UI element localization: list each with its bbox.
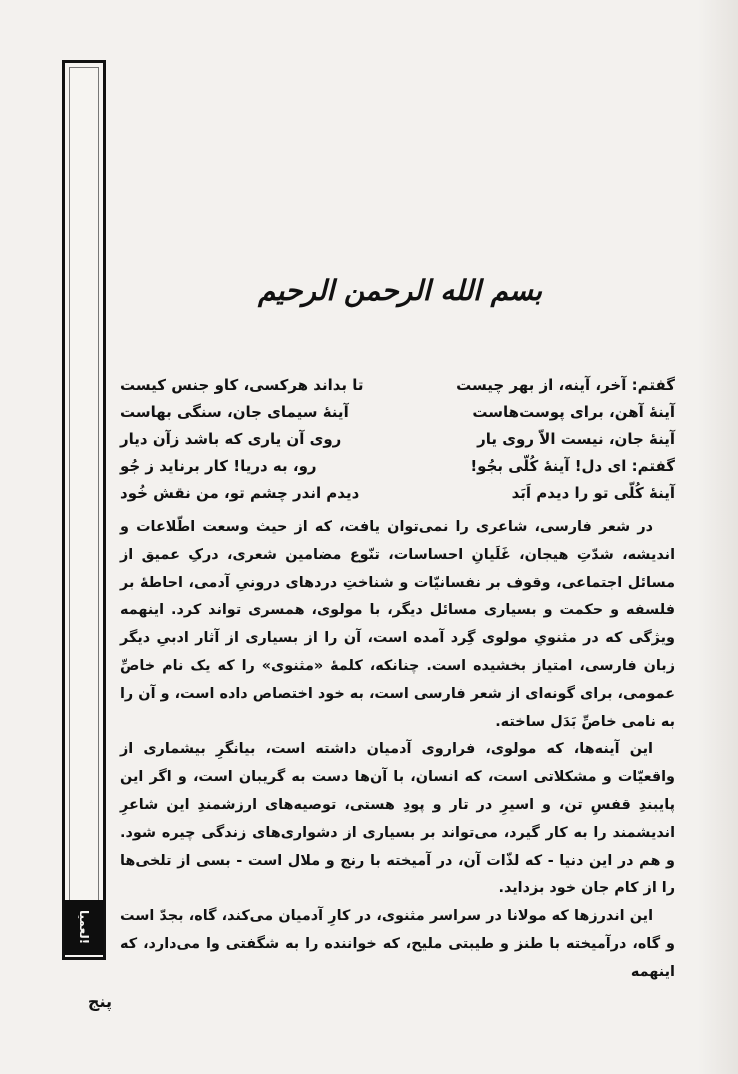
verse-left-hemistich: آینهٔ سیمای جان، سنگی بهاست (120, 403, 349, 421)
side-border-inner-line (69, 67, 99, 953)
page-number: پنج (87, 992, 112, 1011)
verse-block (120, 372, 675, 507)
verse-right-hemistich: آینهٔ جان، نیست الاّ روی یار (477, 430, 675, 448)
basmala-calligraphy: بسم الله الرحمن الرحیم (258, 273, 542, 307)
verse-row (120, 480, 675, 507)
side-ornament-label: لعمیا! (64, 900, 104, 955)
verse-left-hemistich: رو، به دریا! کار برناید ز جُو (120, 457, 317, 475)
prose-body (120, 514, 675, 987)
side-border-frame (62, 60, 106, 960)
verse-row (120, 399, 675, 426)
verse-right-hemistich: گفتم: آخر، آینه، از بهر چیست (456, 376, 675, 394)
prose-paragraph: این اندرزها که مولانا در سراسر مثنوی، در کارِ آدمیان می‌کند، گاه، بجدّ است و گاه، درآمیخته با طنز و طیبتی ملیح، که خواننده را به شگفتی وا می‌دارد، که اینهمه (120, 908, 675, 980)
prose-paragraph: این آینه‌ها، که مولوی، فراروی آدمیان داشته است، بیانگرِ بیشماری از واقعیّات و مشکلاتی است، که انسان، با آن‌ها دست به گریبان است، و اگر این پایبندِ قفسِ تن، و اسیرِ در تار و پودِ هستی، توصیه‌های ارزشمندِ این شاعرِ اندیشمند را به کار گیرد، می‌تواند بر بسیاری از دشواری‌های زندگی چیره شود. و هم در این دنیا - که لذّات آن، در آمیخته با رنج و ملال است - بسی از تلخی‌ها را از کام جان خود بزداید. (120, 741, 675, 897)
verse-row (120, 372, 675, 399)
prose-paragraph: در شعر فارسی، شاعری را نمی‌توان یافت، که از حیث وسعت اطّلاعات و اندیشه، شدّتِ هیجان، غَلَیانِ احساسات، تنّوع مضامین شعری، درکِ عمیق از مسائل اجتماعی، وقوف بر نفسانیّات و شناختِ دردهای درونیِ آدمی، احاطهٔ بر فلسفه و حکمت و بسیاری مسائل دیگر، با مولوی، همسری تواند کرد. اینهمه ویژگی که در مثنویِ مولوی گِرد آمده است، آن را از بسیاری از آثار ادبیِ دیگر زبان فارسی، امتیاز بخشیده است. چنانکه، کلمهٔ «مثنوی» را که یک نام خاصِّ عمومی، برای گونه‌ای از شعر فارسی است، به خود اختصاص داده است، و آن را به نامی خاصِّ بَدَل ساخته. (120, 519, 675, 730)
verse-row (120, 426, 675, 453)
verse-row (120, 453, 675, 480)
verse-right-hemistich: گفتم: ای دل! آینهٔ کُلّی بجُو! (470, 457, 675, 475)
verse-left-hemistich: روی آن یاری که باشد زآن دیار (120, 430, 342, 448)
page-edge-shadow (698, 0, 738, 1074)
verse-right-hemistich: آینهٔ کُلّی تو را دیدم اَبَد (511, 484, 675, 502)
verse-left-hemistich: تا بداند هرکسی، کاو جنس کیست (120, 376, 364, 394)
verse-left-hemistich: دیدم اندر چشم تو، من نقش خُود (120, 484, 360, 502)
verse-right-hemistich: آینهٔ آهن، برای پوست‌هاست (472, 403, 675, 421)
